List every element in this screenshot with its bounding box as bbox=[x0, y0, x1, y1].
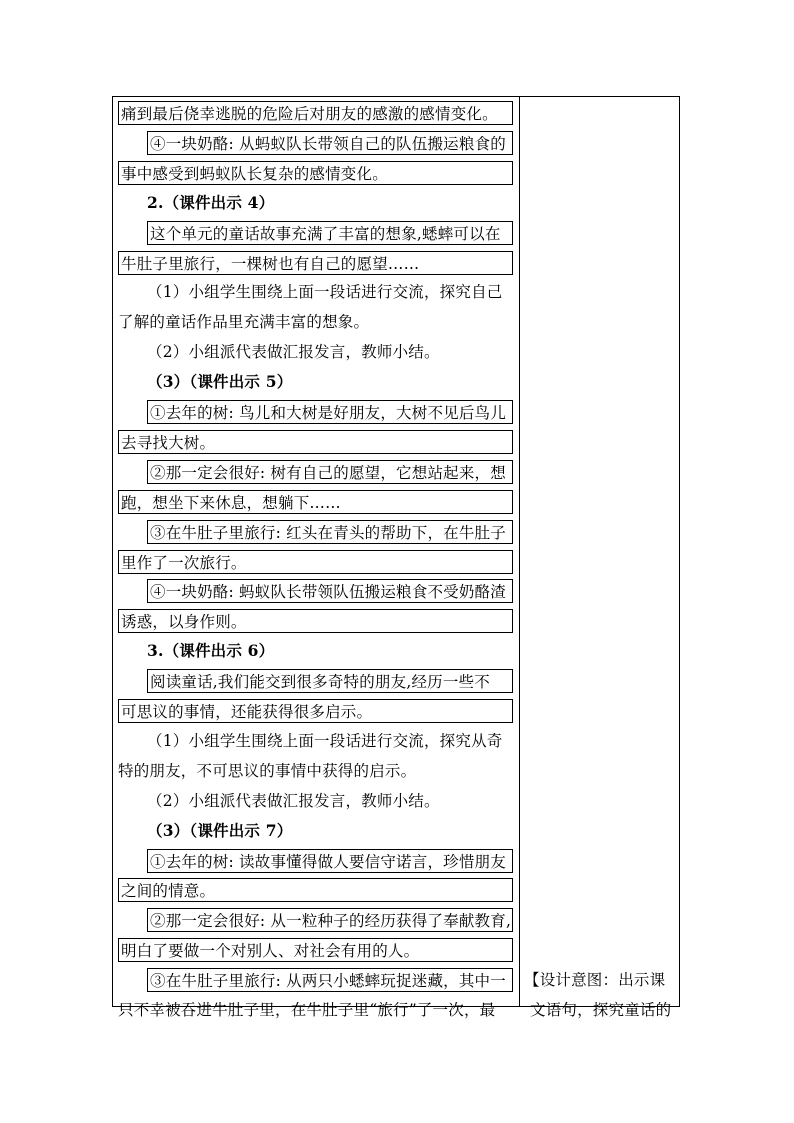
text-line: 事中感受到蚂蚁队长复杂的感情变化。 bbox=[118, 161, 513, 185]
text-line: ②那一定会很好: 从一粒种子的经历获得了奉献教育, bbox=[147, 908, 513, 932]
main-column bbox=[113, 97, 519, 1019]
text-line: （2）小组派代表做汇报发言，教师小结。 bbox=[147, 343, 440, 362]
text-line: （1）小组学生围绕上面一段话进行交流，探究从奇 bbox=[147, 731, 503, 750]
text-line: ④一块奶酪: 蚂蚁队长带领队伍搬运粮食不受奶酪渣 bbox=[147, 579, 513, 603]
text-line: ①去年的树: 读故事懂得做人要信守诺言，珍惜朋友 bbox=[147, 849, 513, 873]
text-line: （2）小组派代表做汇报发言，教师小结。 bbox=[147, 791, 440, 810]
text-line: 3.（课件出示 6） bbox=[147, 641, 275, 661]
lesson-plan-table bbox=[112, 96, 680, 1019]
text-line: ④一块奶酪: 从蚂蚁队长带领自己的队伍搬运粮食的 bbox=[147, 131, 513, 155]
design-intent-line: 【设计意图：出示课 bbox=[524, 971, 666, 990]
text-line: ①去年的树: 鸟儿和大树是好朋友，大树不见后鸟儿 bbox=[147, 400, 513, 424]
text-line: 只不幸被吞进牛肚子里，在牛肚子里“旅行”了一次，最 bbox=[118, 1001, 496, 1019]
text-line: ③在牛肚子里旅行: 红头在青头的帮助下，在牛肚子 bbox=[147, 520, 513, 544]
text-line: 这个单元的童话故事充满了丰富的想象,蟋蟀可以在 bbox=[147, 221, 513, 245]
text-line: 阅读童话,我们能交到很多奇特的朋友,经历一些不 bbox=[147, 669, 513, 693]
text-line: 特的朋友，不可思议的事情中获得的启示。 bbox=[118, 761, 417, 780]
text-line: （3）（课件出示 7） bbox=[147, 820, 293, 840]
text-line: （1）小组学生围绕上面一段话进行交流，探究自己 bbox=[147, 283, 503, 302]
text-line: （3）（课件出示 5） bbox=[147, 372, 293, 392]
text-line: 了解的童话作品里充满丰富的想象。 bbox=[118, 313, 370, 332]
text-line: 牛肚子里旅行，一棵树也有自己的愿望…… bbox=[118, 251, 513, 275]
text-line: 去寻找大树。 bbox=[118, 430, 513, 454]
text-line: 跑，想坐下来休息，想躺下…… bbox=[118, 490, 513, 514]
text-line: 诱惑，以身作则。 bbox=[118, 609, 513, 633]
text-line: 2.（课件出示 4） bbox=[147, 192, 275, 212]
text-line: 里作了一次旅行。 bbox=[118, 550, 513, 574]
text-line: 可思议的事情，还能获得很多启示。 bbox=[118, 699, 513, 723]
text-line: 之间的情意。 bbox=[118, 878, 513, 902]
text-line: ③在牛肚子里旅行: 从两只小蟋蟀玩捉迷藏，其中一 bbox=[147, 968, 513, 992]
design-intent-column bbox=[520, 97, 679, 1019]
design-intent-line: 文语句，探究童话的 bbox=[530, 1001, 672, 1019]
text-line: ②那一定会很好: 树有自己的愿望，它想站起来，想 bbox=[147, 460, 513, 484]
text-line: 痛到最后侥幸逃脱的危险后对朋友的感激的感情变化。 bbox=[118, 101, 513, 125]
text-line: 明白了要做一个对别人、对社会有用的人。 bbox=[118, 938, 513, 962]
